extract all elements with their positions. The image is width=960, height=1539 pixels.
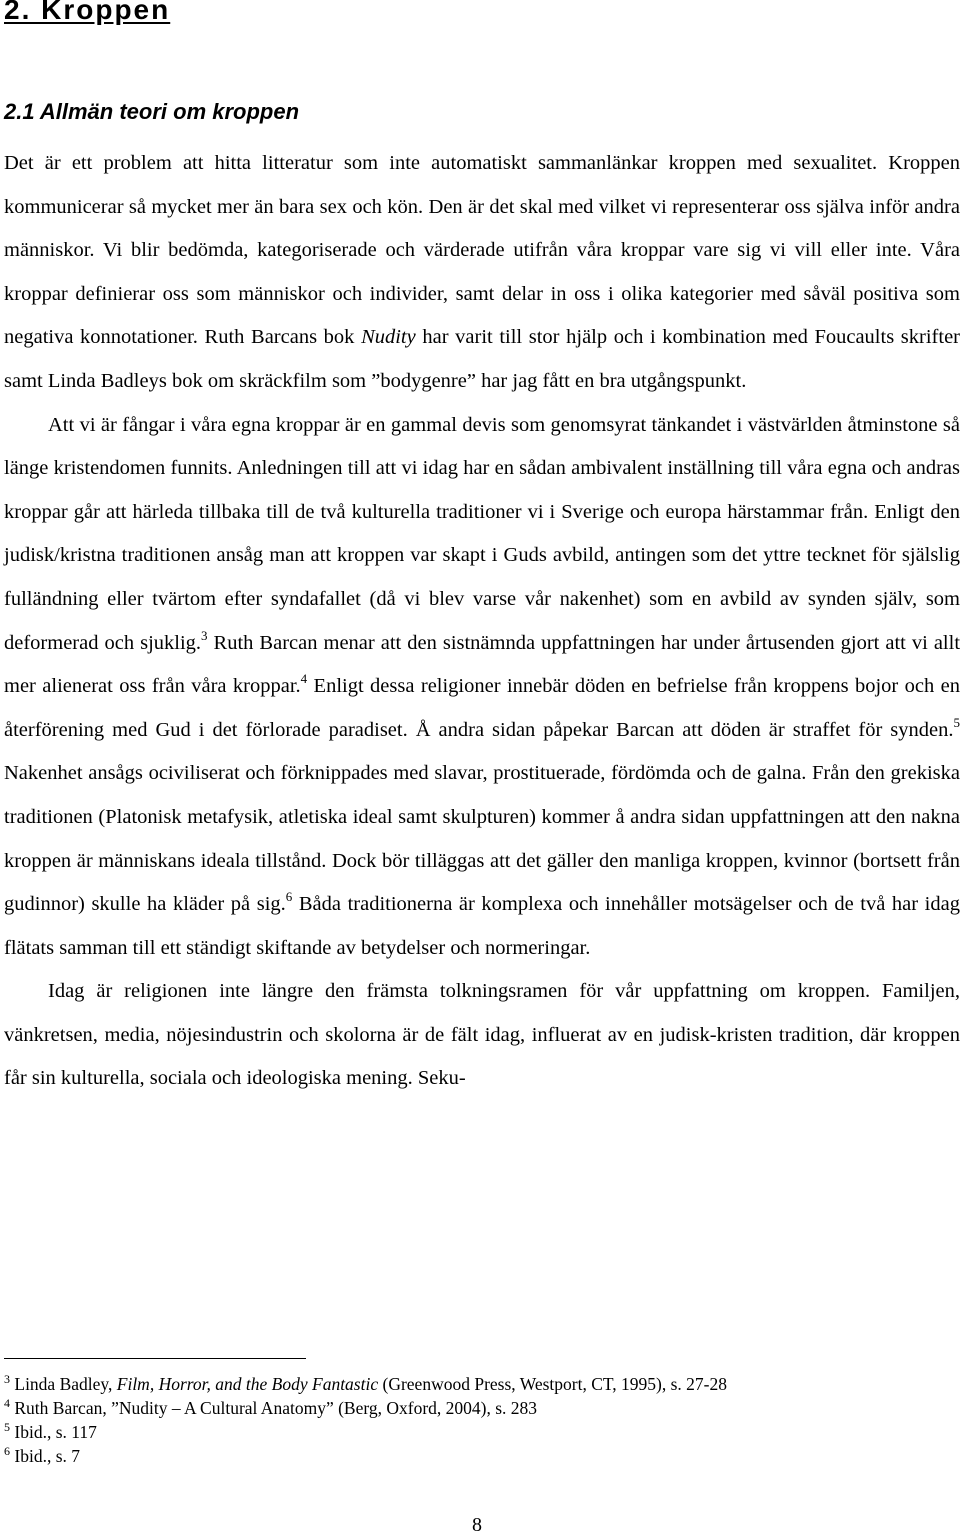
text-run: Idag är religionen inte längre den främsta tolkningsramen för vår uppfattning om kroppen. Familjen, vänkretsen, media, nöjesindustrin och skolorna är de fält idag, influerat av en judisk-kristen tradition, där kroppen får sin kulturella, sociala och ideologiska mening. Seku- (4, 980, 960, 1090)
paragraph (4, 142, 960, 404)
text-run: har varit till stor hjälp och i kombination med Foucaults skrifter samt Linda Badleys bok om skräckfilm som ”bodygenre” har jag fått en bra utgångspunkt. (4, 326, 960, 392)
page-number: 8 (472, 1514, 482, 1536)
text-run: Att vi är fångar i våra egna kroppar är en gammal devis som genomsyrat tänkandet i västvärlden åtminstone så länge kristendomen funnits. Anledningen till att vi idag har en sådan ambivalent inställning till våra egna och andras kroppar går att härleda tillbaka till de två kulturella traditioner vi i Sverige och europa härstammar från. Enligt den judisk/kristna traditionen ansåg man att kroppen var skapt i Guds avbild, antingen som det yttre tecknet för själslig fulländning eller tvärtom efter syndafallet (då vi blev varse vår nakenhet) som en avbild av synden själv, som deformerad och sjuklig. (4, 413, 960, 654)
paragraph (4, 404, 960, 971)
text-run: Ruth Barcan menar att den sistnämnda uppfattningen har under årtusenden gjort att vi allt mer alienerat oss från våra kroppar. (4, 631, 960, 698)
footnote (4, 1396, 954, 1420)
text-run: (Greenwood Press, Westport, CT, 1995), s. 27-28 (378, 1374, 727, 1394)
footnote-reference: 4 (300, 671, 308, 687)
footnotes (4, 1372, 954, 1468)
text-run: Ruth Barcan, ”Nudity – A Cultural Anatomy” (Berg, Oxford, 2004), s. 283 (14, 1398, 538, 1418)
footnote-separator (4, 1358, 306, 1359)
paragraph (4, 970, 960, 1101)
text-run: Båda traditionerna är komplexa och innehåller motsägelser och de två har idag flätats samman till ett ständigt skiftande av betydelser och normeringar. (4, 893, 960, 959)
footnote (4, 1420, 954, 1444)
footnote (4, 1372, 954, 1396)
text-run: Ibid., s. 7 (14, 1446, 80, 1466)
section-heading: 2.1 Allmän teori om kroppen (4, 99, 300, 124)
footnote-number: 4 (4, 1396, 10, 1410)
text-run: Nakenhet ansågs ociviliserat och förknippades med slavar, prostituerade, fördömda och de galna. Från den grekiska traditionen (Platonisk metafysik, atletiska ideal samt skulpturen) kommer å andra sidan uppfattningen att den nakna kroppen är människans ideala tillstånd. Dock bör tilläggas att det gäller den manliga kroppen, kvinnor (bortsett från gudinnor) skulle ha kläder på sig. (4, 762, 960, 916)
italic-title: Nudity (361, 326, 416, 349)
footnote-number: 5 (4, 1420, 10, 1434)
footnote-number: 3 (4, 1372, 10, 1386)
italic-title: Film, Horror, and the Body Fantastic (116, 1374, 379, 1394)
footnote-reference: 6 (285, 889, 293, 905)
footnote-number: 6 (4, 1444, 10, 1458)
footnote-reference: 5 (953, 714, 960, 730)
text-run: Ibid., s. 117 (14, 1422, 97, 1442)
text-run: Det är ett problem att hitta litteratur som inte automatiskt sammanlänkar kroppen med sexualitet. Kroppen kommunicerar så mycket mer än bara sex och kön. Den är det skal med vilket vi representerar oss själva inför andra människor. Vi blir bedömda, kategoriserade och värderade utifrån våra kroppar vare sig vi vill eller inte. Våra kroppar definierar oss som människor och individer, samt delar in oss i olika kategorier med såväl positiva som negativa konnotationer. Ruth Barcans bok (4, 152, 960, 349)
footnote (4, 1444, 954, 1468)
footnote-reference: 3 (201, 627, 208, 643)
text-run: Linda Badley, (14, 1374, 117, 1394)
text-run: Enligt dessa religioner innebär döden en befrielse från kroppens bojor och en återförening med Gud i det förlorade paradiset. Å andra sidan påpekar Barcan att döden är straffet för synden. (4, 675, 960, 741)
body-text (4, 142, 960, 1101)
chapter-heading: 2. Kroppen (4, 0, 171, 25)
